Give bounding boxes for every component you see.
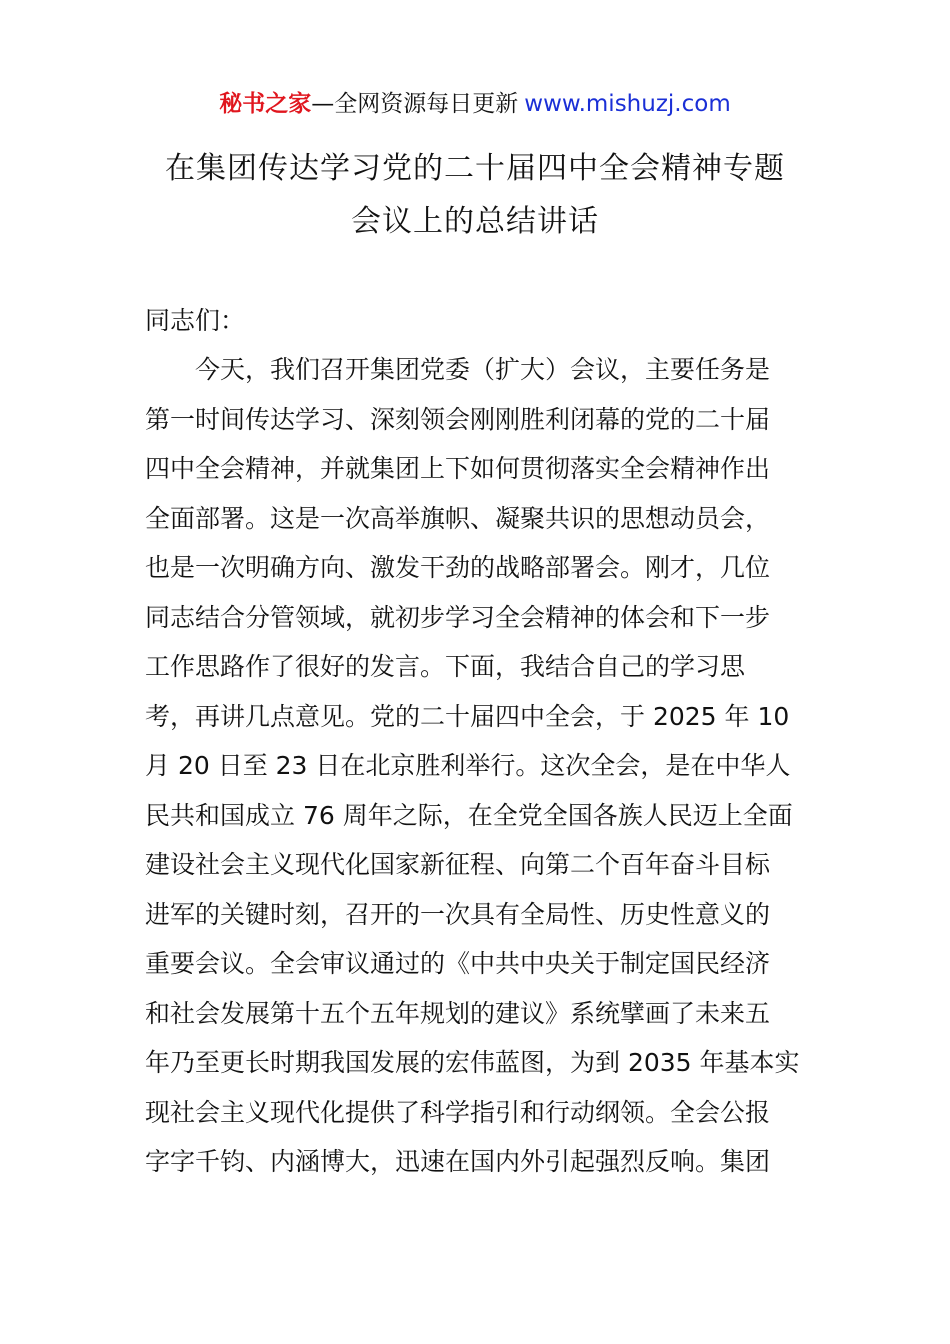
greeting: 同志们： [145,306,246,335]
brand-name: 秘书之家 [219,91,312,117]
site-url-link[interactable]: www.mishuzj.com [524,91,731,117]
body-paragraph: 今天，我们召开集团党委（扩大）会议，主要任务是 第一时间传达学习、深刻领会刚刚胜利闭幕的党的二十届 四中全会精神，并就集团上下如何贯彻落实全会精神作出 全面部署。这是一次高举旗帜、凝聚共识的思想动员会， 也是一次明确方向、激发干劲的战略部署会。刚才，几位 同志结合分管领域，就初步学习全会精神的体会和下一步 工作思路作了很好的发言。下面，我结合自己的学习思 考，再讲几点意见。党的二十届四中全会，于 2025 年 10 月 20 日至 23 日在北京胜利举行。这次全会，是在中华人 民共和国成立 76 周年之际，在全党全国各族人民迈上全面 建设社会主义现代化国家新征程、向第二个百年奋斗目标 进军的关键时刻，召开的一次具有全局性、历史性意义的 重要会议。全会审议通过的《中共中央关于制定国民经济 和社会发展第十五个五年规划的建议》系统擘画了未来五 年乃至更长时期我国发展的宏伟蓝图，为到 2035 年基本实 现社会主义现代化提供了科学指引和行动纲领。全会公报 字字千钧、内涵博大，迅速在国内外引起强烈反响。集团 [145,355,800,1176]
site-header [0,86,950,122]
document-title-text: 在集团传达学习党的二十届四中全会精神专题 会议上的总结讲话 [165,151,785,239]
site-tagline: —全网资源每日更新 [311,91,519,117]
document-title [110,142,840,248]
